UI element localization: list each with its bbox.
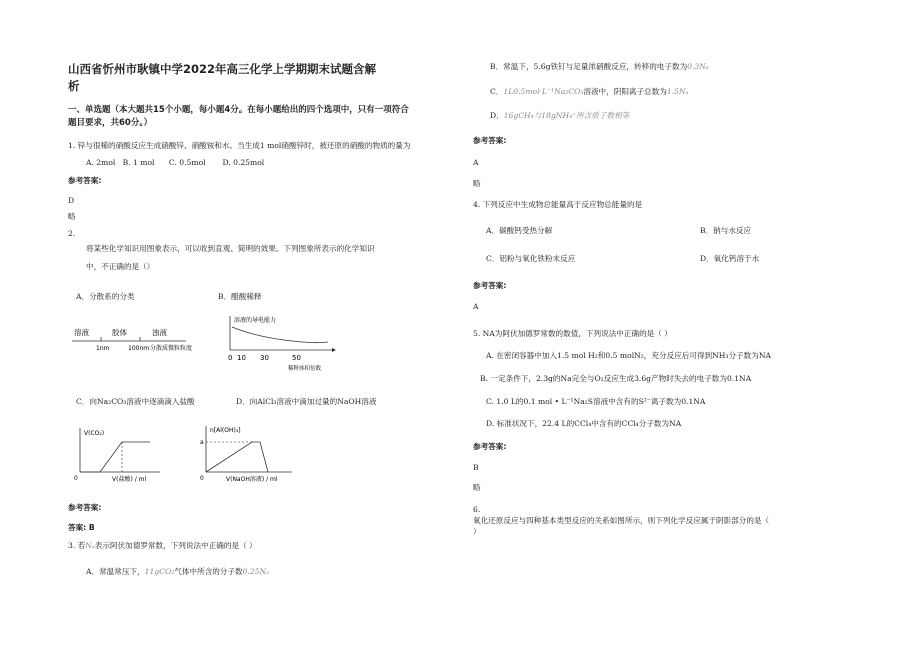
- q5-answer-label: 参考答案:: [473, 442, 507, 451]
- q3-stem-prefix: 3. 若: [68, 541, 86, 550]
- dispersion-classification-diagram: [68, 318, 218, 362]
- q3-stem: [68, 540, 257, 551]
- q1-stem: 1. 锌与很稀的硝酸反应生成硝酸锌、硝酸铵和水。当生成1 mol硝酸锌时，被还原的硝酸的物质的量为: [68, 141, 411, 150]
- q2-number: 2.: [68, 229, 76, 238]
- q4-answer-label: 参考答案:: [473, 281, 507, 290]
- q1-answer-label: 参考答案:: [68, 176, 102, 185]
- q3-answer-label: 参考答案:: [473, 136, 507, 145]
- q2-answer-label: 参考答案:: [68, 503, 102, 512]
- q6-stem-cont: ）: [473, 527, 481, 536]
- q3-option-a-mid: 气体中所含的分子数: [174, 567, 243, 576]
- q2-option-a: A．分散系的分类: [76, 292, 135, 301]
- q3-option-b-value: 0.3Nₐ: [687, 62, 709, 71]
- q3-option-c-text: 溶液中，阴阳离子总数为: [583, 87, 667, 96]
- q4-option-c: C．铝粉与氧化铁粉末反应: [486, 254, 576, 263]
- diagram-tick-label: 100nm: [128, 345, 150, 352]
- graph-line: [206, 442, 268, 472]
- q5-answer: B: [473, 463, 479, 472]
- q3-option-a-text: A．常温常压下，: [86, 567, 145, 576]
- q4-option-a: A．碳酸钙受热分解: [486, 226, 553, 235]
- co2-hydrochloric-graph: [70, 422, 170, 486]
- q5-stem: 5. NA为阿伏加德罗常数的数值，下列说法中正确的是（ ）: [473, 329, 672, 338]
- graph-arrow: [332, 348, 336, 352]
- q3-stem-symbol: Nₐ: [85, 541, 95, 550]
- q3-option-d-label: D．: [490, 111, 504, 120]
- q2-stem: 将某些化学知识用图象表示，可以收到直观、简明的效果。下列图象所表示的化学知识: [86, 244, 375, 253]
- graph-x-label: V(NaOH溶液) / ml: [226, 476, 278, 483]
- diagram-axis-label: 分散质微粒粒度: [150, 345, 193, 352]
- q3-option-a: [86, 566, 269, 577]
- graph-origin: 0: [200, 475, 204, 482]
- q6-stem: 氧化还原反应与四种基本类型反应的关系如图所示，则下列化学反应属于阴影部分的是（: [473, 516, 770, 525]
- graph-x-tick: 0: [228, 354, 233, 362]
- q5-option-a: A. 在密闭容器中加入1.5 mol H₂和0.5 molN₂，充分反应后可得到NH₃分子数为NA: [486, 351, 771, 360]
- q4-answer: A: [473, 302, 479, 311]
- graph-y-label: n[Al(OH)₃]: [210, 427, 241, 434]
- graph-y-label: 溶液的导电能力: [234, 317, 277, 324]
- q1-answer: D: [68, 196, 75, 205]
- q3-option-c: [490, 86, 688, 97]
- graph-line: [80, 442, 150, 472]
- q3-option-a-formula: 11gCO₂: [144, 567, 175, 576]
- diagram-label-colloid: 胶体: [112, 328, 127, 337]
- q1-options: A. 2mol B. 1 mol C. 0.5mol D. 0.25mol: [86, 158, 265, 167]
- q5-option-d: D. 标准状况下，22.4 L的CCl₄中含有的CCl₄分子数为NA: [486, 419, 682, 428]
- section-heading-cont: 题目要求，共60分。）: [68, 118, 153, 128]
- q2-option-d: D．向AlCl₃溶液中滴加过量的NaOH溶液: [236, 397, 377, 406]
- q4-option-d: D．氧化钙溶于水: [700, 254, 760, 263]
- q3-stem-suffix: 表示阿伏加德罗常数，下列说法中正确的是（ ）: [94, 541, 257, 550]
- q5-explain: 略: [473, 483, 481, 492]
- q3-option-c-formula: 1L0.5mol·L⁻¹Na₂CO₃: [503, 87, 584, 96]
- graph-x-tick: 30: [260, 354, 269, 362]
- graph-origin: 0: [74, 475, 78, 482]
- page-title-cont: 析: [68, 79, 80, 93]
- q4-stem: 4. 下列反应中生成物总能量高于反应物总能量的是: [473, 200, 643, 209]
- q3-option-c-value: 1.5Nₐ: [666, 87, 689, 96]
- q1-explain: 略: [68, 212, 76, 221]
- graph-y-tick: a: [200, 439, 204, 446]
- graph-x-tick: 50: [292, 354, 301, 362]
- graph-y-label: V(CO₂): [84, 430, 105, 437]
- graph-x-label: 稀释体积倍数: [288, 366, 322, 372]
- q3-option-c-label: C．: [490, 87, 504, 96]
- q3-option-a-value: 0.25Nₐ: [242, 567, 269, 576]
- q5-option-c: C. 1.0 L的0.1 mol • L⁻¹Na₂S溶液中含有的S²⁻离子数为0.1NA: [486, 397, 706, 406]
- diagram-label-suspension: 浊液: [152, 328, 167, 337]
- graph-curve: [232, 327, 328, 343]
- q3-option-b: [490, 61, 709, 72]
- q3-option-b-text: B．常温下，5.6g铁钉与足量浓硝酸反应，转移的电子数为: [490, 62, 688, 71]
- section-heading: 一、单选题（本大题共15个小题，每小题4分。在每小题给出的四个选项中，只有一项符合: [68, 105, 409, 115]
- graph-x-label: V(盐酸) / ml: [112, 476, 147, 483]
- q3-option-d: [490, 110, 629, 121]
- aluminium-hydroxide-graph: [196, 420, 306, 486]
- acetic-acid-dilution-graph: [224, 312, 340, 374]
- q2-option-b: B．醋酸稀释: [218, 292, 262, 301]
- diagram-label-solution: 溶液: [74, 328, 89, 337]
- q4-option-b: B．钠与水反应: [700, 226, 752, 235]
- q3-option-d-text: 16gCH₄与18gNH₄⁺所含质子数相等: [503, 111, 630, 120]
- graph-x-tick: 10: [237, 354, 246, 362]
- q6-number: 6.: [473, 505, 481, 514]
- q2-stem-cont: 中，不正确的是（）: [86, 262, 155, 271]
- q3-answer: A: [473, 158, 479, 167]
- diagram-tick-label: 1nm: [96, 345, 110, 352]
- q2-answer: 答案: B: [68, 523, 95, 532]
- q5-option-b: B. 一定条件下，2.3g的Na完全与O₂反应生成3.6g产物时失去的电子数为0.1NA: [480, 374, 752, 383]
- q2-option-c: C．向Na₂CO₃溶液中逐滴滴入盐酸: [76, 397, 195, 406]
- q3-explain: 略: [473, 179, 481, 188]
- page-title: 山西省忻州市耿镇中学2022年高三化学上学期期末试题含解: [68, 62, 377, 76]
